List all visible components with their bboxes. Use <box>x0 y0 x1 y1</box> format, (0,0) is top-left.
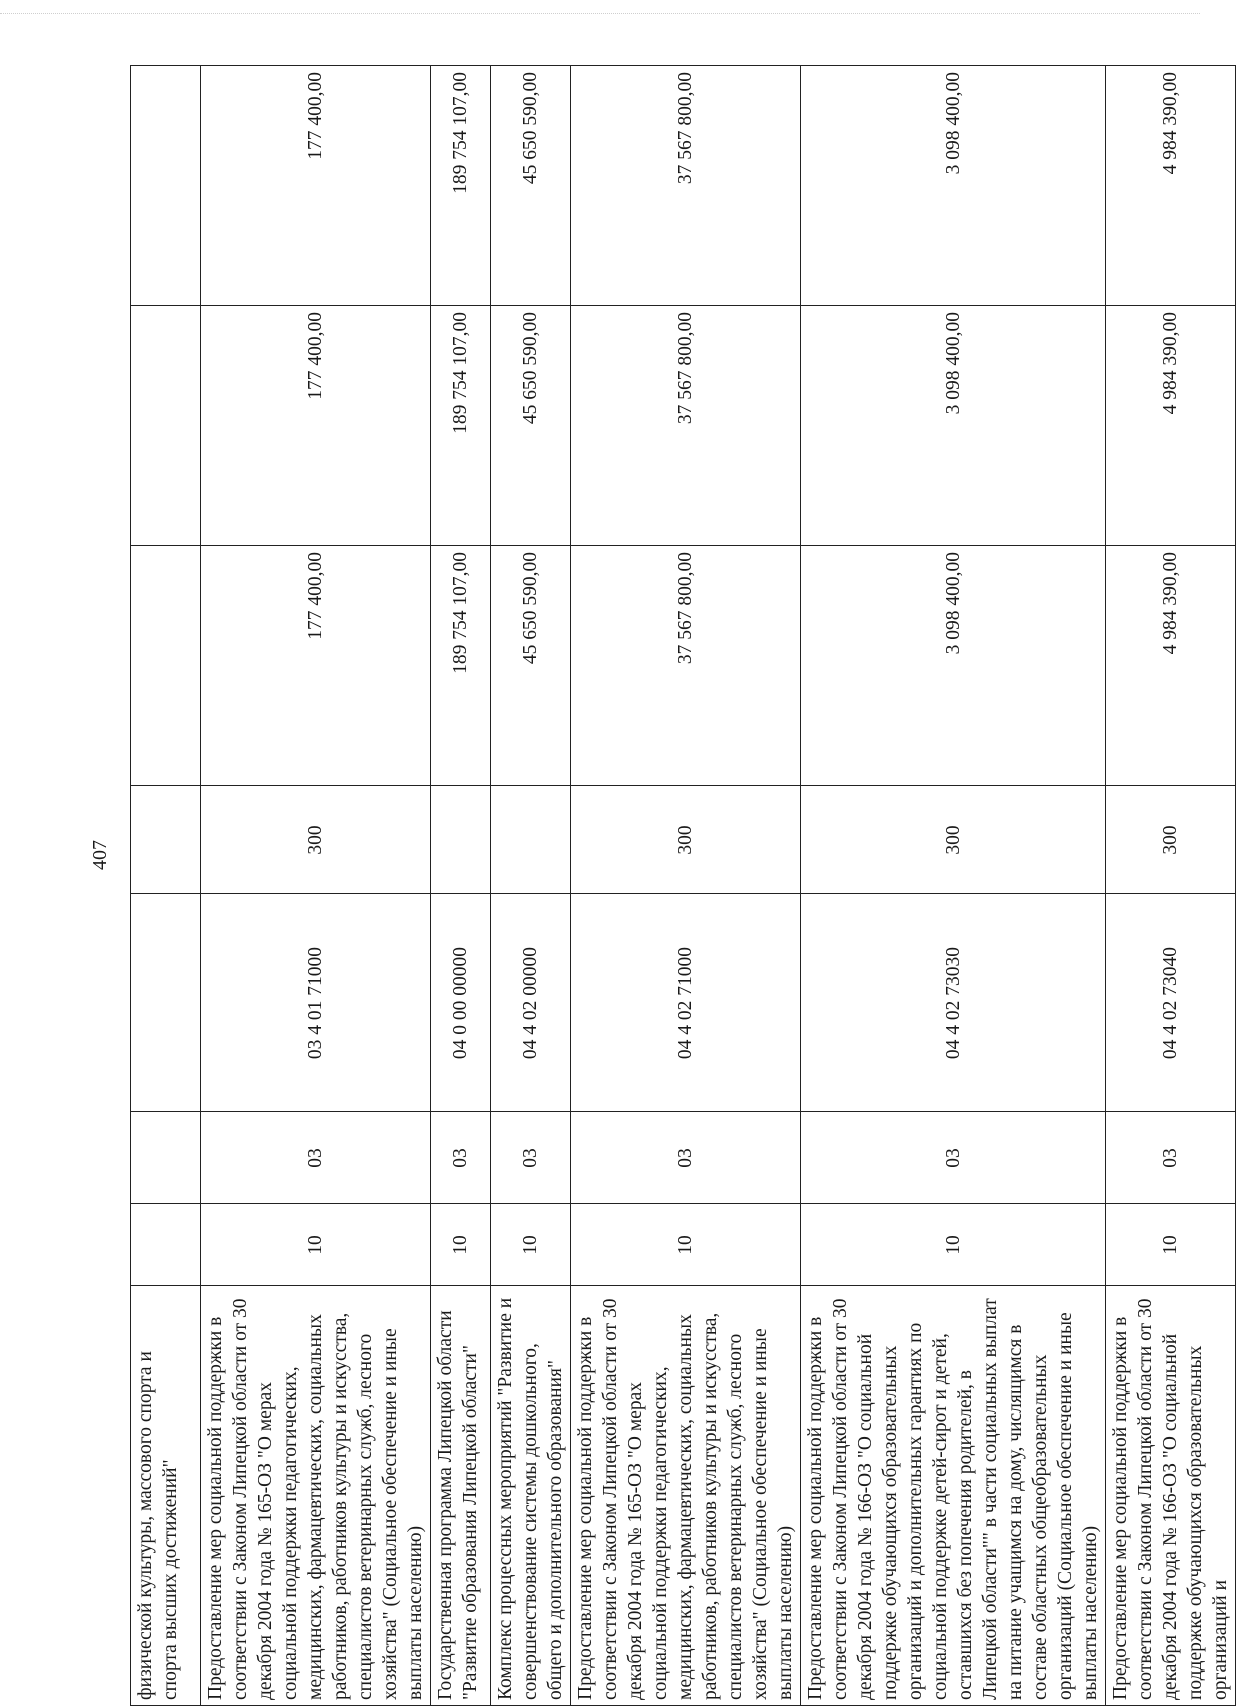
page-number: 407 <box>89 840 111 870</box>
section-code-cell: 10 <box>431 1204 491 1286</box>
amount-cell-1 <box>131 546 201 786</box>
amount-cell-2: 45 650 590,00 <box>491 306 571 546</box>
item-name-cell: Комплекс процессных мероприятий "Развитие и совершенствование системы дошкольного, общего и дополнительного образования" <box>491 1286 571 1706</box>
expense-type-cell <box>431 786 491 894</box>
amount-cell-2: 3 098 400,00 <box>801 306 1106 546</box>
amount-cell-2: 177 400,00 <box>201 306 431 546</box>
budget-table <box>130 65 1236 1706</box>
target-article-cell: 04 4 02 00000 <box>491 894 571 1112</box>
amount-cell-2: 189 754 107,00 <box>431 306 491 546</box>
amount-cell-3: 177 400,00 <box>201 66 431 306</box>
amount-cell-2 <box>131 306 201 546</box>
item-name-cell: Предоставление мер социальной поддержки в соответствии с Законом Липецкой области от 30 декабря 2004 года № 166-ОЗ "О социальной поддержке обучающихся образовательных организаций и дополнительных гарантиях по социальной поддержке детей-сирот и детей, оставшихся без попечения родителей, в Липецкой области"" в части социальных выплат на питание учащимся на дому, числящимся в составе областных общеобразовательных организаций (Социальное обеспечение и иные выплаты населению) <box>801 1286 1106 1706</box>
target-article-cell: 03 4 01 71000 <box>201 894 431 1112</box>
rotated-page-content <box>130 66 1231 1706</box>
section-code-cell: 10 <box>801 1204 1106 1286</box>
table-row <box>801 66 1106 1706</box>
amount-cell-3: 4 984 390,00 <box>1106 66 1236 306</box>
target-article-cell: 04 0 00 00000 <box>431 894 491 1112</box>
table-row <box>201 66 431 1706</box>
amount-cell-1: 177 400,00 <box>201 546 431 786</box>
subsection-code-cell: 03 <box>801 1112 1106 1204</box>
amount-cell-2: 37 567 800,00 <box>571 306 801 546</box>
subsection-code-cell: 03 <box>491 1112 571 1204</box>
subsection-code-cell: 03 <box>571 1112 801 1204</box>
target-article-cell: 04 4 02 73040 <box>1106 894 1236 1112</box>
item-name-cell: Предоставление мер социальной поддержки в соответствии с Законом Липецкой области от 30 декабря 2004 года № 165-ОЗ "О мерах социальной поддержки педагогических, медицинских, фармацевтических, социальных работников, работников культуры и искусства, специалистов ветеринарных служб, лесного хозяйства" (Социальное обеспечение и иные выплаты населению) <box>201 1286 431 1706</box>
target-article-cell: 04 4 02 73030 <box>801 894 1106 1112</box>
item-name-cell: Государственная программа Липецкой области "Развитие образования Липецкой области" <box>431 1286 491 1706</box>
expense-type-cell: 300 <box>201 786 431 894</box>
target-article-cell: 04 4 02 71000 <box>571 894 801 1112</box>
amount-cell-1: 37 567 800,00 <box>571 546 801 786</box>
item-name-cell: физической культуры, массового спорта и спорта высших достижений" <box>131 1286 201 1706</box>
amount-cell-1: 45 650 590,00 <box>491 546 571 786</box>
subsection-code-cell <box>131 1112 201 1204</box>
subsection-code-cell: 03 <box>1106 1112 1236 1204</box>
amount-cell-1: 3 098 400,00 <box>801 546 1106 786</box>
section-code-cell <box>131 1204 201 1286</box>
table-row <box>1106 66 1236 1706</box>
amount-cell-3: 45 650 590,00 <box>491 66 571 306</box>
section-code-cell: 10 <box>1106 1204 1236 1286</box>
scan-edge-line <box>0 13 1200 14</box>
section-code-cell: 10 <box>201 1204 431 1286</box>
table-row <box>491 66 571 1706</box>
subsection-code-cell: 03 <box>201 1112 431 1204</box>
expense-type-cell: 300 <box>801 786 1106 894</box>
section-code-cell: 10 <box>491 1204 571 1286</box>
amount-cell-1: 4 984 390,00 <box>1106 546 1236 786</box>
table-row <box>131 66 201 1706</box>
expense-type-cell <box>491 786 571 894</box>
amount-cell-3: 3 098 400,00 <box>801 66 1106 306</box>
item-name-cell: Предоставление мер социальной поддержки в соответствии с Законом Липецкой области от 30 декабря 2004 года № 165-ОЗ "О мерах социальной поддержки педагогических, медицинских, фармацевтических, социальных работников, работников культуры и искусства, специалистов ветеринарных служб, лесного хозяйства" (Социальное обеспечение и иные выплаты населению) <box>571 1286 801 1706</box>
amount-cell-3: 37 567 800,00 <box>571 66 801 306</box>
amount-cell-3 <box>131 66 201 306</box>
subsection-code-cell: 03 <box>431 1112 491 1204</box>
table-row <box>571 66 801 1706</box>
section-code-cell: 10 <box>571 1204 801 1286</box>
table-row <box>431 66 491 1706</box>
amount-cell-3: 189 754 107,00 <box>431 66 491 306</box>
amount-cell-2: 4 984 390,00 <box>1106 306 1236 546</box>
item-name-cell: Предоставление мер социальной поддержки в соответствии с Законом Липецкой области от 30 декабря 2004 года № 166-ОЗ "О социальной поддержке обучающихся образовательных организаций и <box>1106 1286 1236 1706</box>
amount-cell-1: 189 754 107,00 <box>431 546 491 786</box>
expense-type-cell <box>131 786 201 894</box>
target-article-cell <box>131 894 201 1112</box>
expense-type-cell: 300 <box>571 786 801 894</box>
expense-type-cell: 300 <box>1106 786 1236 894</box>
table-body <box>131 66 1236 1706</box>
